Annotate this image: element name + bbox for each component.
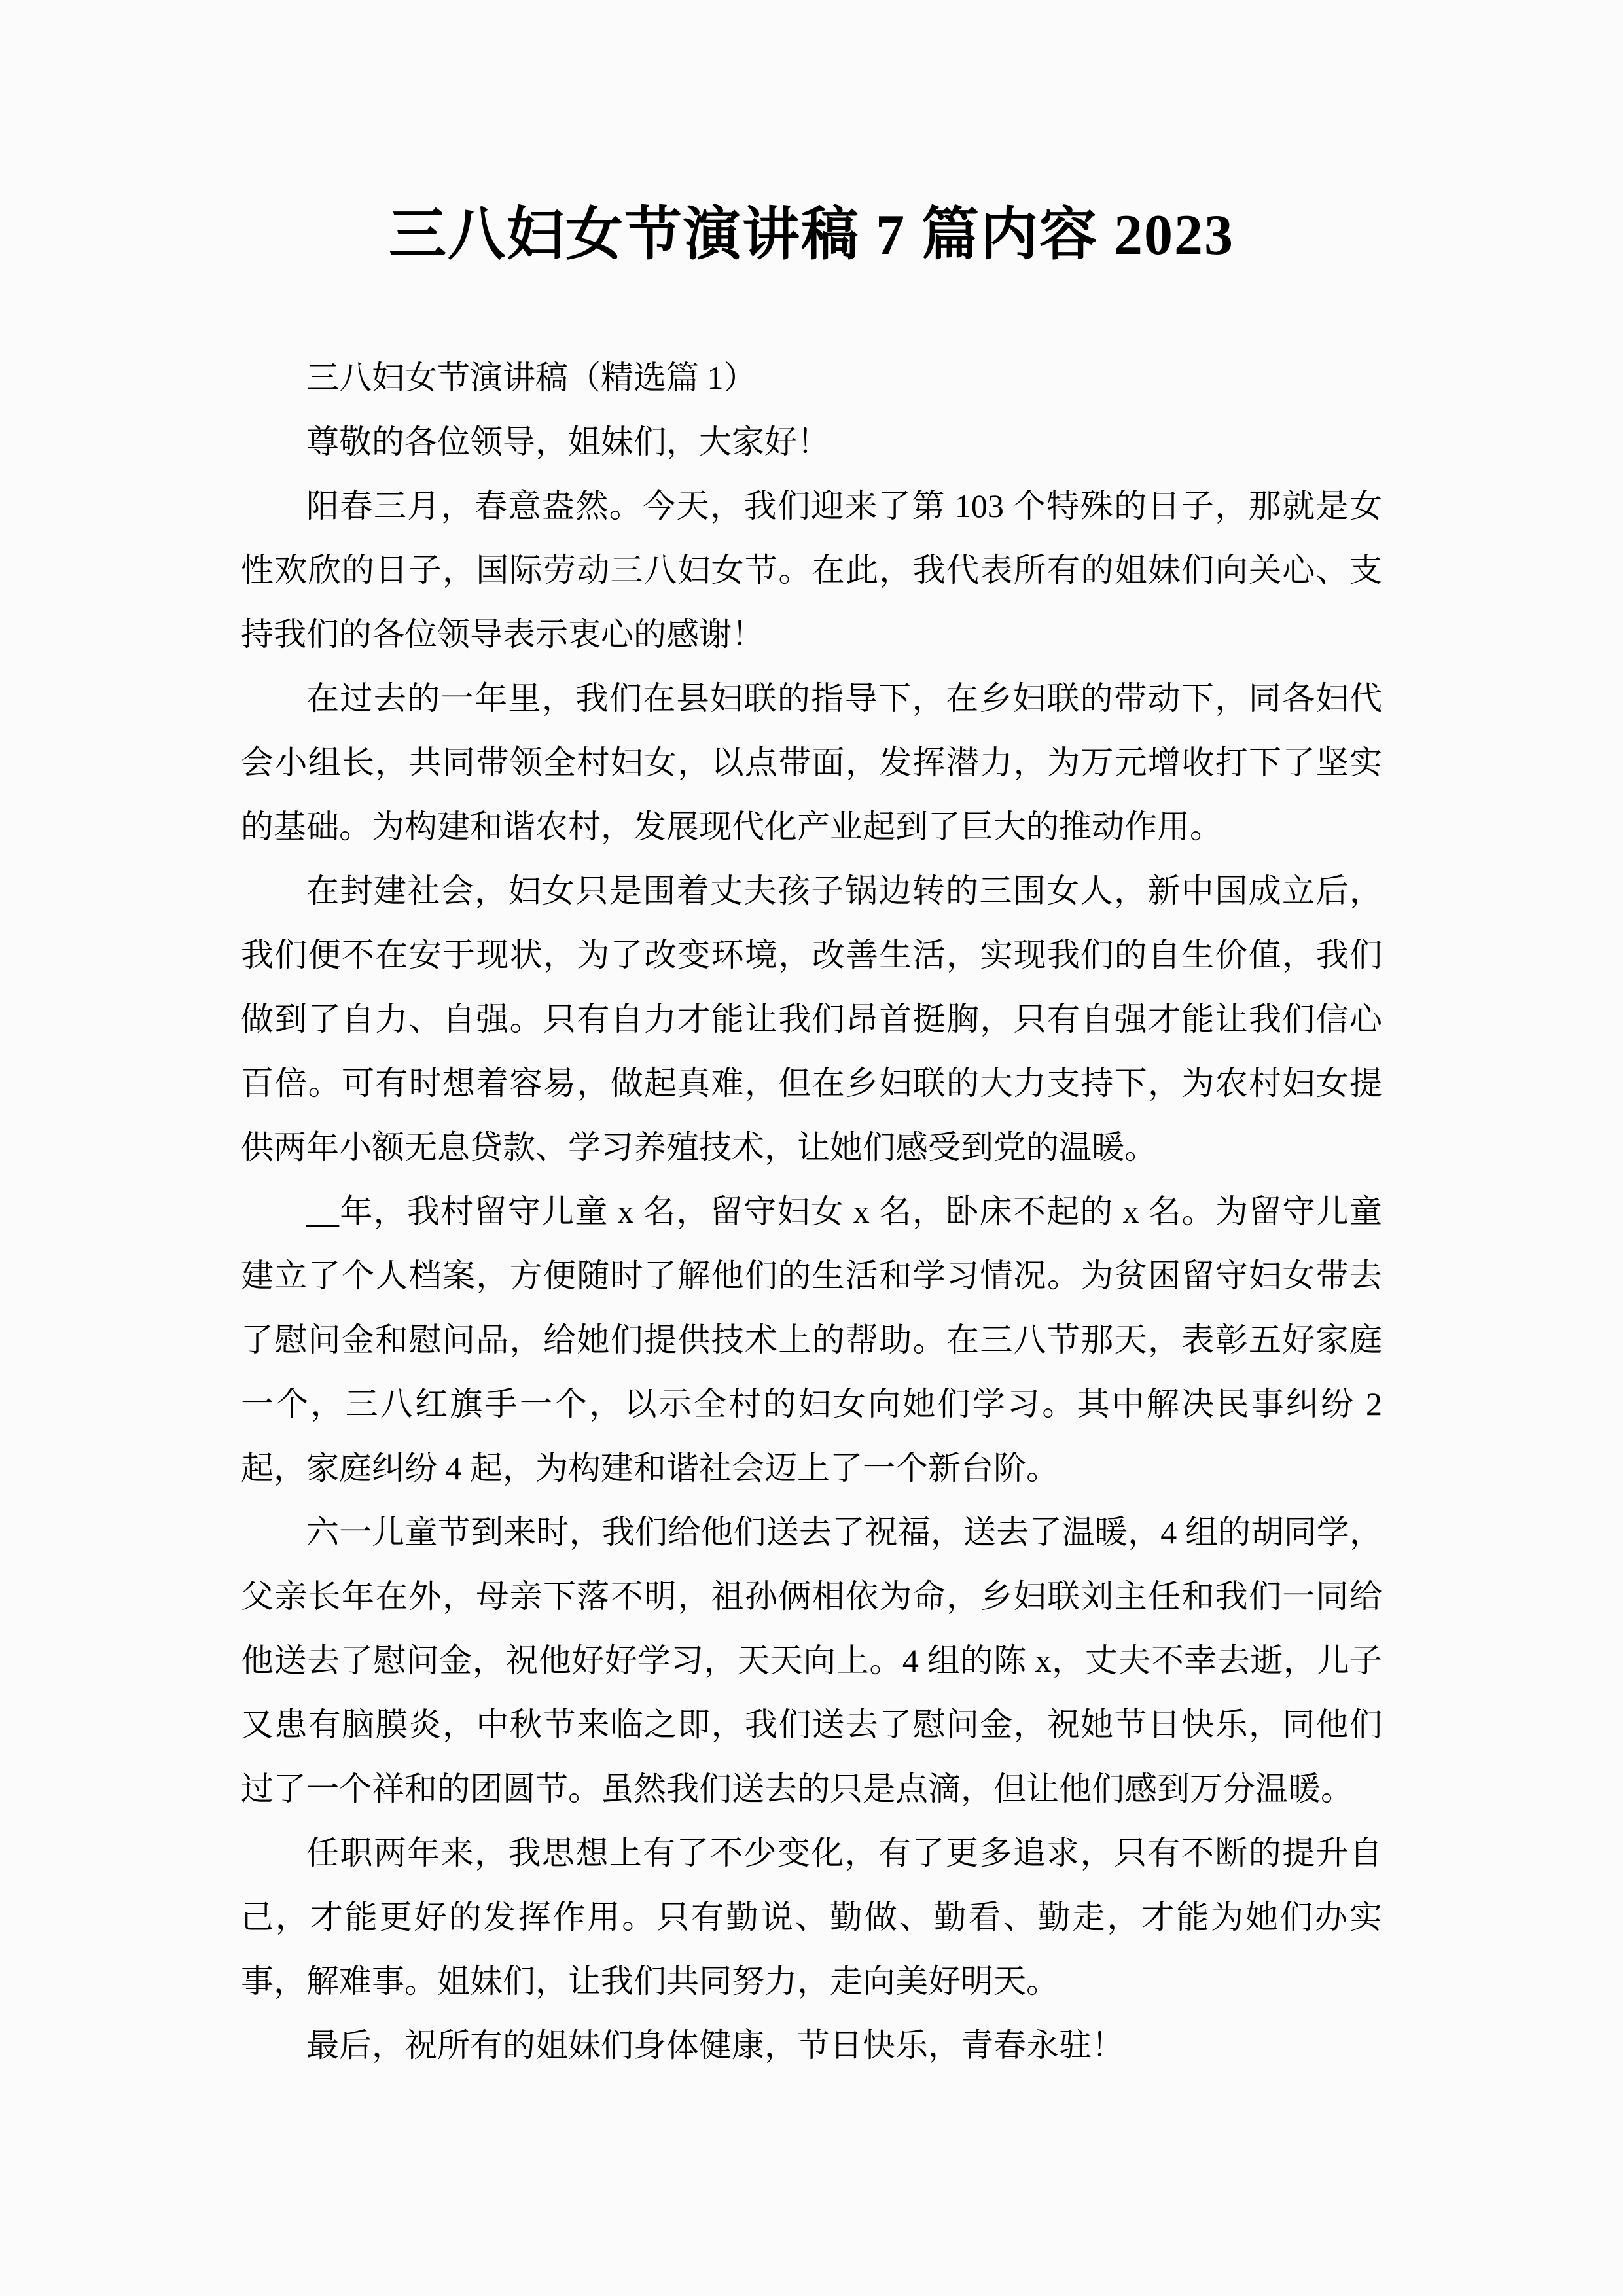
paragraph-salutation: 尊敬的各位领导，姐妹们，大家好！ xyxy=(306,423,830,460)
paragraph: 在过去的一年里，我们在县妇联的指导下，在乡妇联的带动下，同各妇代会小组长，共同带领全村妇女，以点带面，发挥潜力，为万元增收打下了坚实的基础。为构建和谐农村，发展现代化产业起到了巨大的推动作用。 xyxy=(241,680,1382,845)
paragraph-section-heading: 三八妇女节演讲稿（精选篇 1） xyxy=(306,359,757,396)
paragraph: 六一儿童节到来时，我们给他们送去了祝福，送去了温暖，4 组的胡同学，父亲长年在外，母亲下落不明，祖孙俩相依为命，乡妇联刘主任和我们一同给他送去了慰问金，祝他好好学习，天天向上。4 组的陈 x，丈夫不幸去逝，儿子又患有脑膜炎，中秋节来临之即，我们送去了慰问金，祝她节日快乐，同他们过了一个祥和的团圆节。虽然我们送去的只是点滴，但让他们感到万分温暖。 xyxy=(241,1514,1382,1807)
paragraph: 在封建社会，妇女只是围着丈夫孩子锅边转的三围女人，新中国成立后，我们便不在安于现状，为了改变环境，改善生活，实现我们的自生价值，我们做到了自力、自强。只有自力才能让我们昂首挺胸，只有自强才能让我们信心百倍。可有时想着容易，做起真难，但在乡妇联的大力支持下，为农村妇女提供两年小额无息贷款、学习养殖技术，让她们感受到党的温暖。 xyxy=(241,872,1382,1166)
paragraph: 阳春三月，春意盎然。今天，我们迎来了第 103 个特殊的日子，那就是女性欢欣的日子，国际劳动三八妇女节。在此，我代表所有的姐妹们向关心、支持我们的各位领导表示衷心的感谢！ xyxy=(241,488,1382,653)
document-body xyxy=(241,346,1382,2077)
paragraph: 任职两年来，我思想上有了不少变化，有了更多追求，只有不断的提升自己，才能更好的发挥作用。只有勤说、勤做、勤看、勤走，才能为她们办实事，解难事。姐妹们，让我们共同努力，走向美好明天。 xyxy=(241,1835,1382,2000)
paragraph: __年，我村留守儿童 x 名，留守妇女 x 名，卧床不起的 x 名。为留守儿童建立了个人档案，方便随时了解他们的生活和学习情况。为贫困留守妇女带去了慰问金和慰问品，给她们提供技术上的帮助。在三八节那天，表彰五好家庭一个，三八红旗手一个，以示全村的妇女向她们学习。其中解决民事纠纷 2 起，家庭纠纷 4 起，为构建和谐社会迈上了一个新台阶。 xyxy=(241,1193,1382,1486)
paragraph-closing: 最后，祝所有的姐妹们身体健康，节日快乐，青春永驻！ xyxy=(306,2027,1124,2064)
document-title: 三八妇女节演讲稿 7 篇内容 2023 xyxy=(388,204,1234,267)
